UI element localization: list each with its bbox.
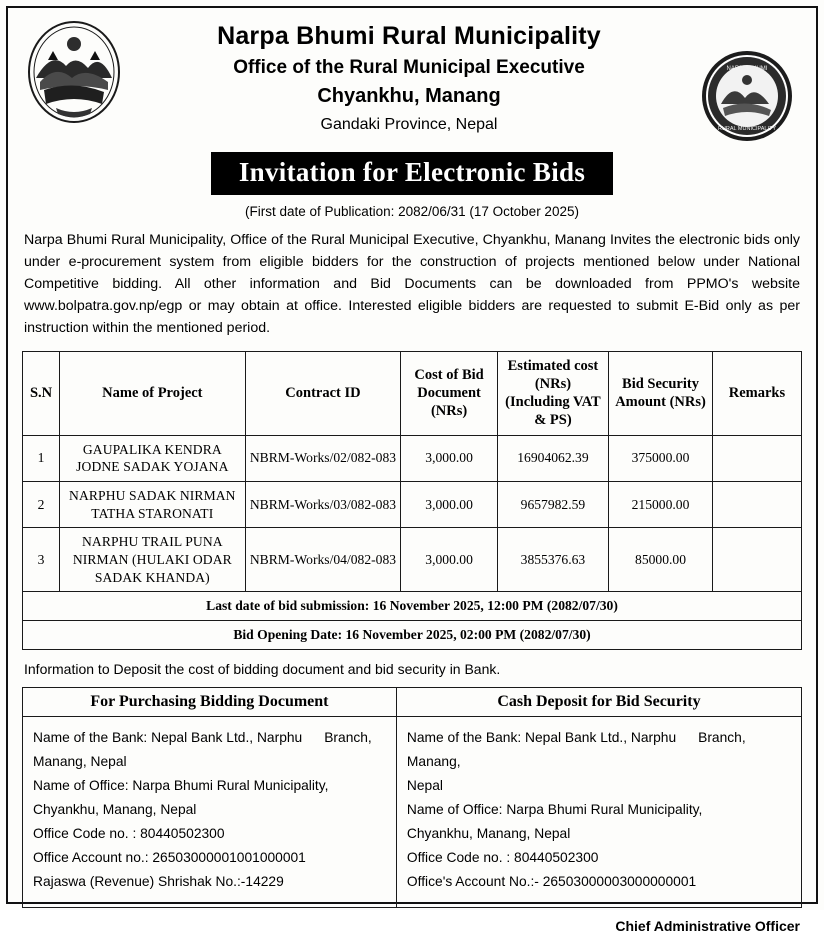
purchasing-office-line2: Chyankhu, Manang, Nepal <box>33 801 197 817</box>
security-bank-line2: Manang, <box>406 753 461 769</box>
col-header-security-deposit: Cash Deposit for Bid Security <box>396 687 801 716</box>
cell-estimated: 3855376.63 <box>497 528 608 592</box>
nepal-government-emblem-icon <box>22 20 126 124</box>
purchasing-bank-branch: Branch, <box>324 729 372 745</box>
col-header-project: Name of Project <box>60 352 245 436</box>
purchasing-bank-value: Nepal Bank Ltd., Narphu <box>151 729 303 745</box>
purchasing-bank-label: Name of the Bank: <box>33 729 148 745</box>
organization-name: Narpa Bhumi Rural Municipality <box>217 22 601 50</box>
purchasing-details-cell <box>23 716 397 907</box>
bid-opening-date: Bid Opening Date: 16 November 2025, 02:00 PM (2082/07/30) <box>23 620 802 649</box>
cell-contract-id: NBRM-Works/02/082-083 <box>245 435 401 481</box>
cell-security: 375000.00 <box>609 435 713 481</box>
purchasing-bank-line2: Manang, Nepal <box>33 753 127 769</box>
cell-security: 85000.00 <box>609 528 713 592</box>
cell-sn: 3 <box>23 528 60 592</box>
signatory-line: Chief Administrative Officer <box>615 917 800 934</box>
col-header-contract-id: Contract ID <box>245 352 401 436</box>
security-bank-label: Name of the Bank: <box>406 729 522 745</box>
security-bank-branch: Branch, <box>698 729 746 745</box>
purchasing-office-code: Office Code no. : 80440502300 <box>33 826 225 842</box>
purchasing-account-no: Office Account no.: 26503000001001000001 <box>33 850 306 866</box>
intro-paragraph: Narpa Bhumi Rural Municipality, Office of the Rural Municipal Executive, Chyankhu, Manang Invites the electronic bids only under e-procurement system from eligible bidders for the construction of projects mentioned below under National Competitive bidding. All other information and Bid Documents can be downloaded from PPMO's website www.bolpatra.gov.np/egp or may obtain at office. Interested eligible bidders are requested to submit E-Bid only as per instruction within the mentioned period. <box>24 232 800 336</box>
document-header <box>22 16 802 144</box>
col-header-sn: S.N <box>23 352 60 436</box>
cell-contract-id: NBRM-Works/04/082-083 <box>245 528 401 592</box>
security-office-code: Office Code no. : 80440502300 <box>406 850 599 866</box>
header-text-block <box>126 20 692 134</box>
table-row <box>23 481 802 527</box>
cell-estimated: 16904062.39 <box>497 435 608 481</box>
cell-sn: 2 <box>23 481 60 527</box>
cell-estimated: 9657982.59 <box>497 481 608 527</box>
col-header-purchasing: For Purchasing Bidding Document <box>23 687 397 716</box>
table-row <box>23 528 802 592</box>
col-header-estimated-cost: Estimated cost (NRs) (Including VAT & PS) <box>497 352 608 436</box>
cell-cost: 3,000.00 <box>401 481 497 527</box>
office-location: Chyankhu, Manang <box>317 84 501 107</box>
cell-project: NARPHU SADAK NIRMAN TATHA STARONATI <box>60 481 245 527</box>
office-name: Office of the Rural Municipal Executive <box>233 56 585 78</box>
security-office-line2: Chyankhu, Manang, Nepal <box>406 826 571 842</box>
table-row <box>23 435 802 481</box>
security-bank-value: Nepal Bank Ltd., Narphu <box>525 729 677 745</box>
svg-text:NARPA BHUMI: NARPA BHUMI <box>726 66 768 72</box>
document-title: Invitation for Electronic Bids <box>211 152 613 195</box>
title-banner-wrap <box>22 152 802 195</box>
cell-project: GAUPALIKA KENDRA JODNE SADAK YOJANA <box>60 435 245 481</box>
col-header-bid-security: Bid Security Amount (NRs) <box>609 352 713 436</box>
security-office-line: Name of Office: Narpa Bhumi Rural Municipality, <box>406 801 703 817</box>
bank-details-table <box>22 687 802 908</box>
cell-contract-id: NBRM-Works/03/082-083 <box>245 481 401 527</box>
purchasing-bank-line <box>33 726 386 750</box>
svg-text:RURAL MUNICIPALITY: RURAL MUNICIPALITY <box>717 126 777 132</box>
cell-sn: 1 <box>23 435 60 481</box>
col-header-remarks: Remarks <box>712 352 801 436</box>
security-account-no: Office's Account No.:- 26503000003000000001 <box>406 874 697 890</box>
security-bank-line <box>407 726 791 750</box>
cell-remarks <box>712 481 801 527</box>
cell-cost: 3,000.00 <box>401 528 497 592</box>
last-date-row <box>23 592 802 621</box>
publication-date: (First date of Publication: 2082/06/31 (17 October 2025) <box>245 204 579 219</box>
deposit-note: Information to Deposit the cost of bidding document and bid security in Bank. <box>24 660 501 677</box>
bank-table-row <box>23 716 802 907</box>
cell-remarks <box>712 528 801 592</box>
cell-project: NARPHU TRAIL PUNA NIRMAN (HULAKI ODAR SADAK KHANDA) <box>60 528 245 592</box>
opening-date-row <box>23 620 802 649</box>
province-name: Gandaki Province, Nepal <box>320 115 498 133</box>
bank-table-header-row <box>23 687 802 716</box>
table-header-row <box>23 352 802 436</box>
cell-remarks <box>712 435 801 481</box>
cell-cost: 3,000.00 <box>401 435 497 481</box>
cell-security: 215000.00 <box>609 481 713 527</box>
security-bank-line3: Nepal <box>406 777 443 793</box>
security-details-cell <box>396 716 801 907</box>
document-border-frame <box>6 6 818 934</box>
purchasing-office-line: Name of Office: Narpa Bhumi Rural Municipality, <box>33 777 329 793</box>
municipality-seal-emblem-icon <box>692 20 802 144</box>
last-date-of-submission: Last date of bid submission: 16 November 2025, 12:00 PM (2082/07/30) <box>23 592 802 621</box>
col-header-cost: Cost of Bid Document (NRs) <box>401 352 497 436</box>
purchasing-revenue-no: Rajaswa (Revenue) Shrishak No.:-14229 <box>33 874 284 890</box>
bids-table <box>22 351 802 650</box>
